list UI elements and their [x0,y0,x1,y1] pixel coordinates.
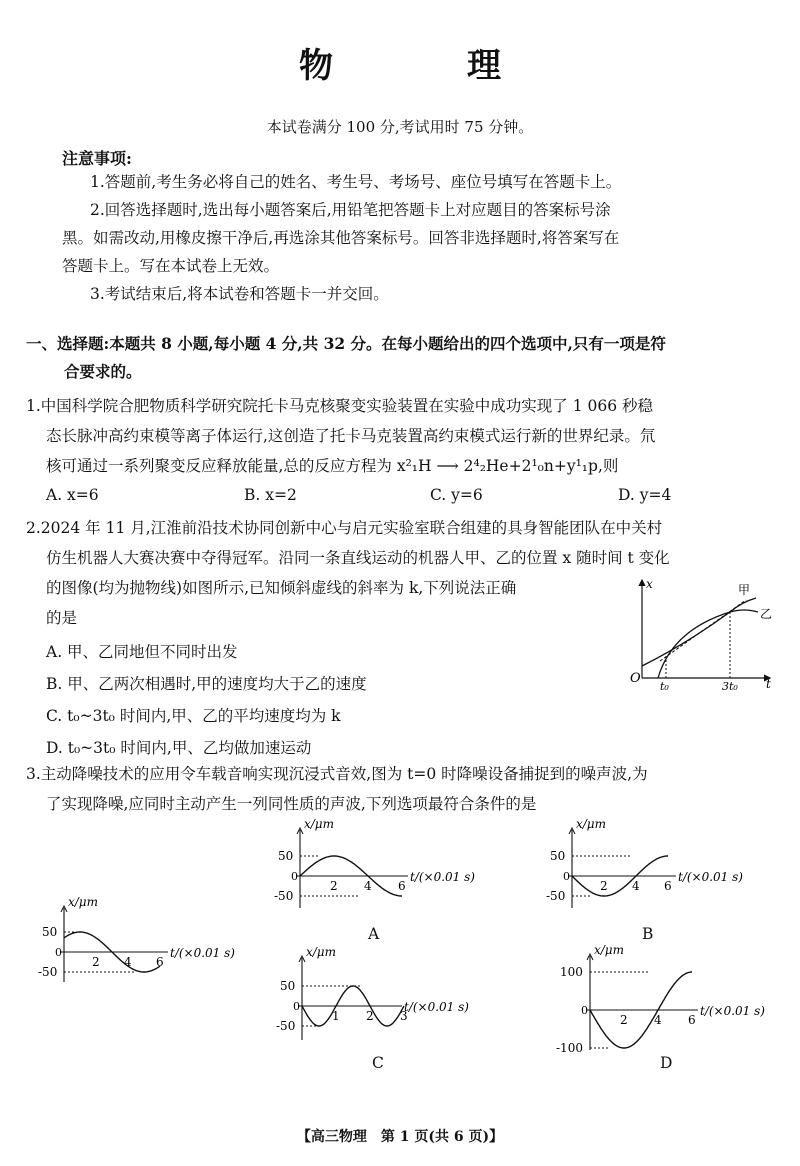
C-tick-2: 2 [366,1009,374,1023]
main-tick-4: 4 [124,955,132,969]
main-origin: 0 [55,946,62,959]
B-top-label: 50 [550,849,566,863]
q2-stem-4: 的是 [46,609,78,627]
section-heading-cont: 合要求的。 [64,362,142,381]
D-xlabel: t/(×0.01 s) [700,1004,765,1018]
B-tick-2: 2 [600,879,608,893]
notice-item-2a: 2.回答选择题时,选出每小题答案后,用铅笔把答题卡上对应题目的答案标号涂 [90,201,611,219]
page-title: 物 理 [299,46,551,86]
notice-heading: 注意事项: [62,149,132,168]
main-xlabel: t/(×0.01 s) [170,946,235,960]
B-tick-6: 6 [664,879,672,893]
q1-stem-1: 1.中国科学院合肥物质科学研究院托卡马克核聚变实验装置在实验中成功实现了 1 066 秒稳 [26,397,654,415]
D-tick-2: 2 [620,1013,628,1027]
C-bot-label: -50 [276,1019,296,1033]
D-top-label: 100 [560,965,583,979]
B-origin: 0 [563,870,570,883]
q1-option-b: B. x=2 [244,486,297,504]
A-top-label: 50 [278,849,294,863]
main-tick-2: 2 [92,955,100,969]
B-xlabel: t/(×0.01 s) [678,870,743,884]
A-ylabel: x/μm [304,817,334,831]
q2-stem-1: 2.2024 年 11 月,江淮前沿技术协同创新中心与启元实验室联合组建的具身智能团队在中关村 [26,519,663,537]
D-ylabel: x/μm [594,943,624,957]
B-bot-label: -50 [546,889,566,903]
exam-info: 本试卷满分 100 分,考试用时 75 分钟。 [266,118,534,136]
q1-option-d: D. y=4 [618,486,672,504]
t0-label: t₀ [660,680,669,692]
B-tick-4: 4 [632,879,640,893]
B-ylabel: x/μm [576,817,606,831]
section-heading: 一、选择题:本题共 8 小题,每小题 4 分,共 32 分。在每小题给出的四个选项中,只有一项是符 [26,334,666,353]
t-axis-label: t [766,677,771,691]
q3-stem-2: 了实现降噪,应同时主动产生一列同性质的声波,下列选项最符合条件的是 [46,795,537,813]
A-tick-6: 6 [398,879,406,893]
q2-option-a: A. 甲、乙同地但不同时出发 [46,643,238,661]
q2-option-c: C. t₀~3t₀ 时间内,甲、乙的平均速度均为 k [46,707,341,725]
jia-label: 甲 [738,583,751,597]
q2-option-b: B. 甲、乙两次相遇时,甲的速度均大于乙的速度 [46,675,367,693]
D-bot-label: -100 [556,1041,583,1055]
q2-stem-2: 仿生机器人大赛决赛中夺得冠军。沿同一条直线运动的机器人甲、乙的位置 x 随时间 t 变化 [46,549,670,567]
q3-label-b: B [642,925,654,943]
A-origin: 0 [291,870,298,883]
notice-item-2b: 黑。如需改动,用橡皮擦干净后,再选涂其他答案标号。回答非选择题时,将答案写在 [62,229,620,247]
q1-stem-3: 核可通过一系列聚变反应释放能量,总的反应方程为 x²₁H ⟶ 2⁴₂He+2¹₀n+y¹₁p,则 [46,457,619,475]
D-tick-4: 4 [654,1013,662,1027]
q1-option-a: A. x=6 [46,486,99,504]
q1-stem-2: 态长脉冲高约束模等离子体运行,这创造了托卡马克装置高约束模式运行新的世界纪录。氘 [46,427,656,445]
main-tick-6: 6 [156,955,164,969]
q2-stem-3: 的图像(均为抛物线)如图所示,已知倾斜虚线的斜率为 k,下列说法正确 [46,579,517,597]
C-tick-1: 1 [332,1009,340,1023]
q2-option-d: D. t₀~3t₀ 时间内,甲、乙均做加速运动 [46,739,312,757]
A-xlabel: t/(×0.01 s) [410,870,475,884]
C-xlabel: t/(×0.01 s) [404,1000,469,1014]
C-tick-3: 3 [400,1009,408,1023]
A-bot-label: -50 [274,889,294,903]
yi-label: 乙 [760,607,773,621]
main-bot-label: -50 [38,965,58,979]
notice-item-3: 3.考试结束后,将本试卷和答题卡一并交回。 [90,285,389,303]
q1-option-c: C. y=6 [430,486,483,504]
q3-label-d: D [660,1054,673,1072]
x-axis-label: x [646,577,653,591]
main-ylabel: x/μm [68,895,98,909]
notice-item-1: 1.答题前,考生务必将自己的姓名、考生号、考场号、座位号填写在答题卡上。 [90,173,622,191]
notice-item-2c: 答题卡上。写在本试卷上无效。 [62,257,280,275]
main-top-label: 50 [42,925,58,939]
D-tick-6: 6 [688,1013,696,1027]
C-ylabel: x/μm [306,945,336,959]
q3-label-a: A [368,925,380,943]
3t0-label: 3t₀ [722,680,738,692]
q3-stem-1: 3.主动降噪技术的应用令车载音响实现沉浸式音效,图为 t=0 时降噪设备捕捉到的噪声波,为 [26,765,648,783]
q3-label-c: C [372,1054,384,1072]
D-origin: 0 [581,1004,588,1017]
page-footer: 【高三物理 第 1 页(共 6 页)】 [296,1129,504,1145]
A-tick-2: 2 [330,879,338,893]
origin-label: O [630,671,641,686]
C-top-label: 50 [280,979,296,993]
C-origin: 0 [293,1000,300,1013]
A-tick-4: 4 [364,879,372,893]
